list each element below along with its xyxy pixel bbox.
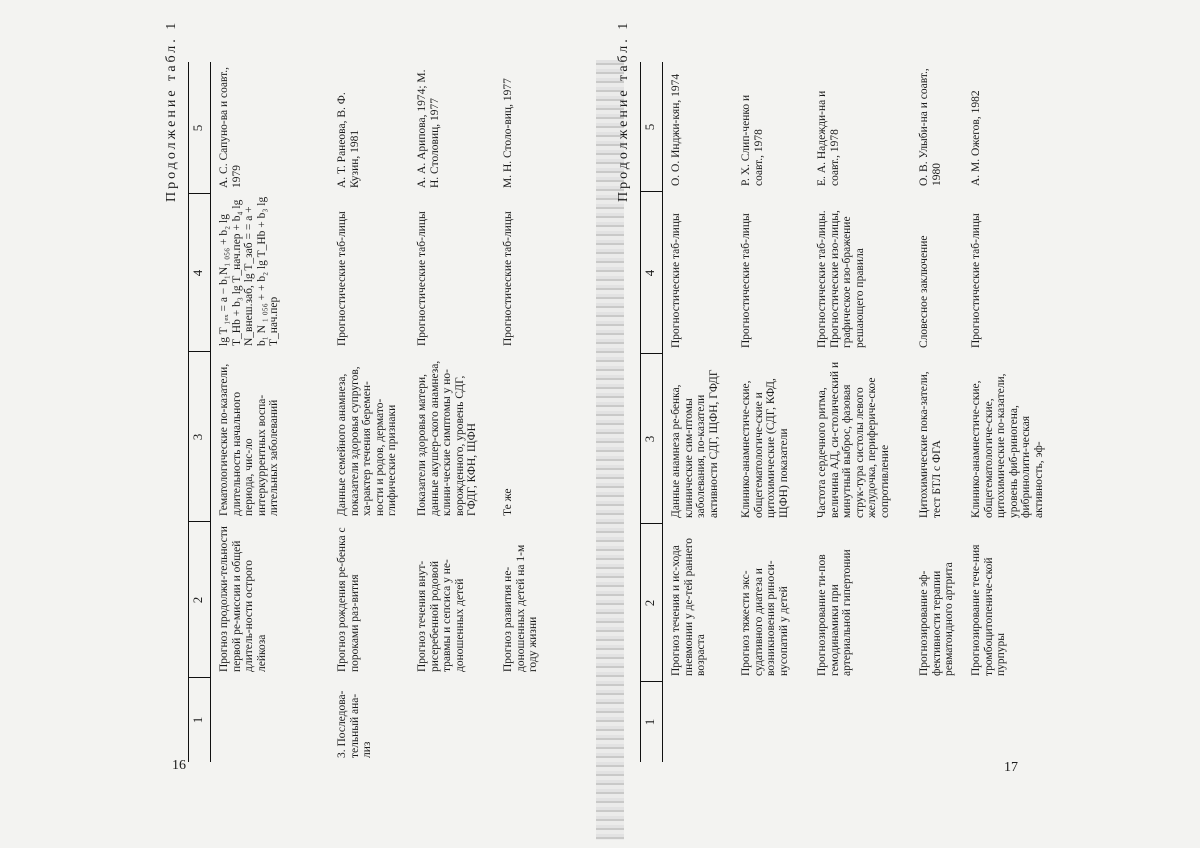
cell-task: Прогноз тяжести экс-судативного диатеза и возникновения риноси-нусопатий у детей (740, 560, 790, 676)
cell-rule: lg T ₁ₑₓ = a − b₁N₁ ₀₅₆ + b₂ lg T_Hb + b₃ lg T_нач.пер + b₄ lg N_внеш.заб, lg T_заб = = a + b₁ N ₁ ₀₅₆ + + b₂ lg T_Hb + b₃ lg T_нач.пер (218, 196, 280, 346)
cell-author: О. В. Улыби-на и соавт., 1980 (918, 68, 943, 186)
column-header-5: 5 (190, 124, 205, 132)
cell-rule: Прогностические таб-лицы (740, 213, 752, 348)
cell-method: 3. Последова-тельный ана-лиз (336, 690, 373, 758)
page-number-left: 16 (172, 758, 186, 773)
cell-author: Р. Х. Слип-ченко и соавт., 1978 (740, 94, 765, 186)
cell-task: Прогноз течения и ис-хода пневмонии у де-тей раннего возраста (670, 537, 707, 676)
cell-features: Показатели здоровья матери, данные акушер-ского анамнеза, клини-ческие симптомы у но-ворожденного, уровень СДГ, ГФДГ, КФН, ЩФН (416, 360, 478, 516)
cell-features: Частота сердечного ритма, величина АД, си-столический и минутный выброс, фазовая струк-тура систолы левого желудочка, перифериче-ское сопротивление (816, 361, 891, 518)
cell-features: Гематологические по-казатели, длительность начального периода, чис-ло интеркуррентных воспа-лительных заболеваний (218, 363, 280, 516)
cell-rule: Прогностические таб-лицы (336, 211, 348, 346)
cell-features: Клинико-анамнестиче-ские, общегематологиче-ские и цитохимические (СДГ, КФД, ЩФН) показатели (740, 378, 790, 518)
column-header-1: 1 (190, 716, 205, 724)
cell-author: А. Т. Ранеова, В. Ф. Кузин, 1981 (336, 92, 361, 188)
cell-task: Прогнозирование эф-фективности терапии ревматоидного артрита (918, 562, 955, 676)
table-top-rule (188, 62, 189, 762)
cell-rule: Прогностические таб-лицы. Прогностические изо-лицы, графическое изо-бражение решающего правила (816, 210, 866, 348)
cell-author: М. Н. Столо-виц, 1977 (502, 78, 514, 188)
cell-author: О. О. Инджи-кян, 1974 (670, 73, 682, 186)
cell-task: Прогноз развития не-доношенных детей на 1-м году жизни (502, 544, 539, 672)
cell-rule: Прогностические таб-лицы (670, 213, 682, 348)
cell-task: Прогноз рождения ре-бенка с пороками раз-вития (336, 527, 361, 672)
table-header-rule (662, 62, 663, 762)
column-header-2: 2 (190, 596, 205, 604)
table-caption-left: Продолжение табл. 1 (164, 19, 179, 202)
column-header-4: 4 (642, 269, 657, 277)
cell-author: А. А. Арипова, 1974; М. Н. Столовиц, 1977 (416, 69, 441, 188)
cell-task: Прогноз продолжи-тельности первой ре-миссии и общей длитель-ности острого лейкоза (218, 526, 268, 672)
cell-rule: Прогностические таб-лицы (970, 213, 982, 348)
column-header-1: 1 (642, 718, 657, 726)
cell-method (218, 680, 298, 758)
cell-features: Цитохимические пока-затели, тест БТЛ с ФГА (918, 371, 943, 518)
cell-method (416, 680, 492, 758)
cell-features: Те же (502, 488, 514, 516)
cell-rule: Словесное заключение (918, 235, 930, 348)
cell-task: Прогнозирование тече-ния тромбоцитопениче-ской пурпуры (970, 544, 1007, 676)
cell-method (502, 680, 572, 758)
cell-features: Данные семейного анамнеза, показатели здоровья супругов, ха-рактер течения беремен-ности и родов, дермато-глифические признаки (336, 366, 398, 516)
cell-task: Прогноз течения внут-рисеребенной родовой травмы и сепсиса у не-доношенных детей (416, 559, 466, 672)
table-header-rule (210, 62, 211, 762)
table-top-rule (640, 62, 641, 762)
cell-author: А. С. Сапуно-ва и соавт., 1979 (218, 66, 243, 188)
cell-task: Прогнозирование ти-пов гемодинамики при артериальной гипертонии (816, 549, 853, 676)
cell-author: Е. А. Надежди-на и соавт., 1978 (816, 90, 841, 186)
column-header-4: 4 (190, 269, 205, 277)
cell-features: Данные анамнеза ре-бенка, клинические сим-птомы заболевания, по-казатели активности СДГ, ЩФН, ГФДГ (670, 369, 720, 518)
column-header-3: 3 (190, 433, 205, 441)
cell-features: Клинико-анамнестиче-ские, общегематологиче-ские, цитохимические по-казатели, уровень фиб-риногена, фибринолити-ческая активность, эф- (970, 373, 1045, 518)
table-caption-right: Продолжение табл. 1 (616, 19, 631, 202)
cell-rule: Прогностические таб-лицы (502, 211, 514, 346)
cell-rule: Прогностические таб-лицы (416, 211, 428, 346)
cell-author: А. М. Ожегов, 1982 (970, 90, 982, 186)
column-header-3: 3 (642, 435, 657, 443)
column-header-2: 2 (642, 599, 657, 607)
column-header-5: 5 (642, 123, 657, 131)
page-number-right: 17 (1004, 760, 1018, 775)
